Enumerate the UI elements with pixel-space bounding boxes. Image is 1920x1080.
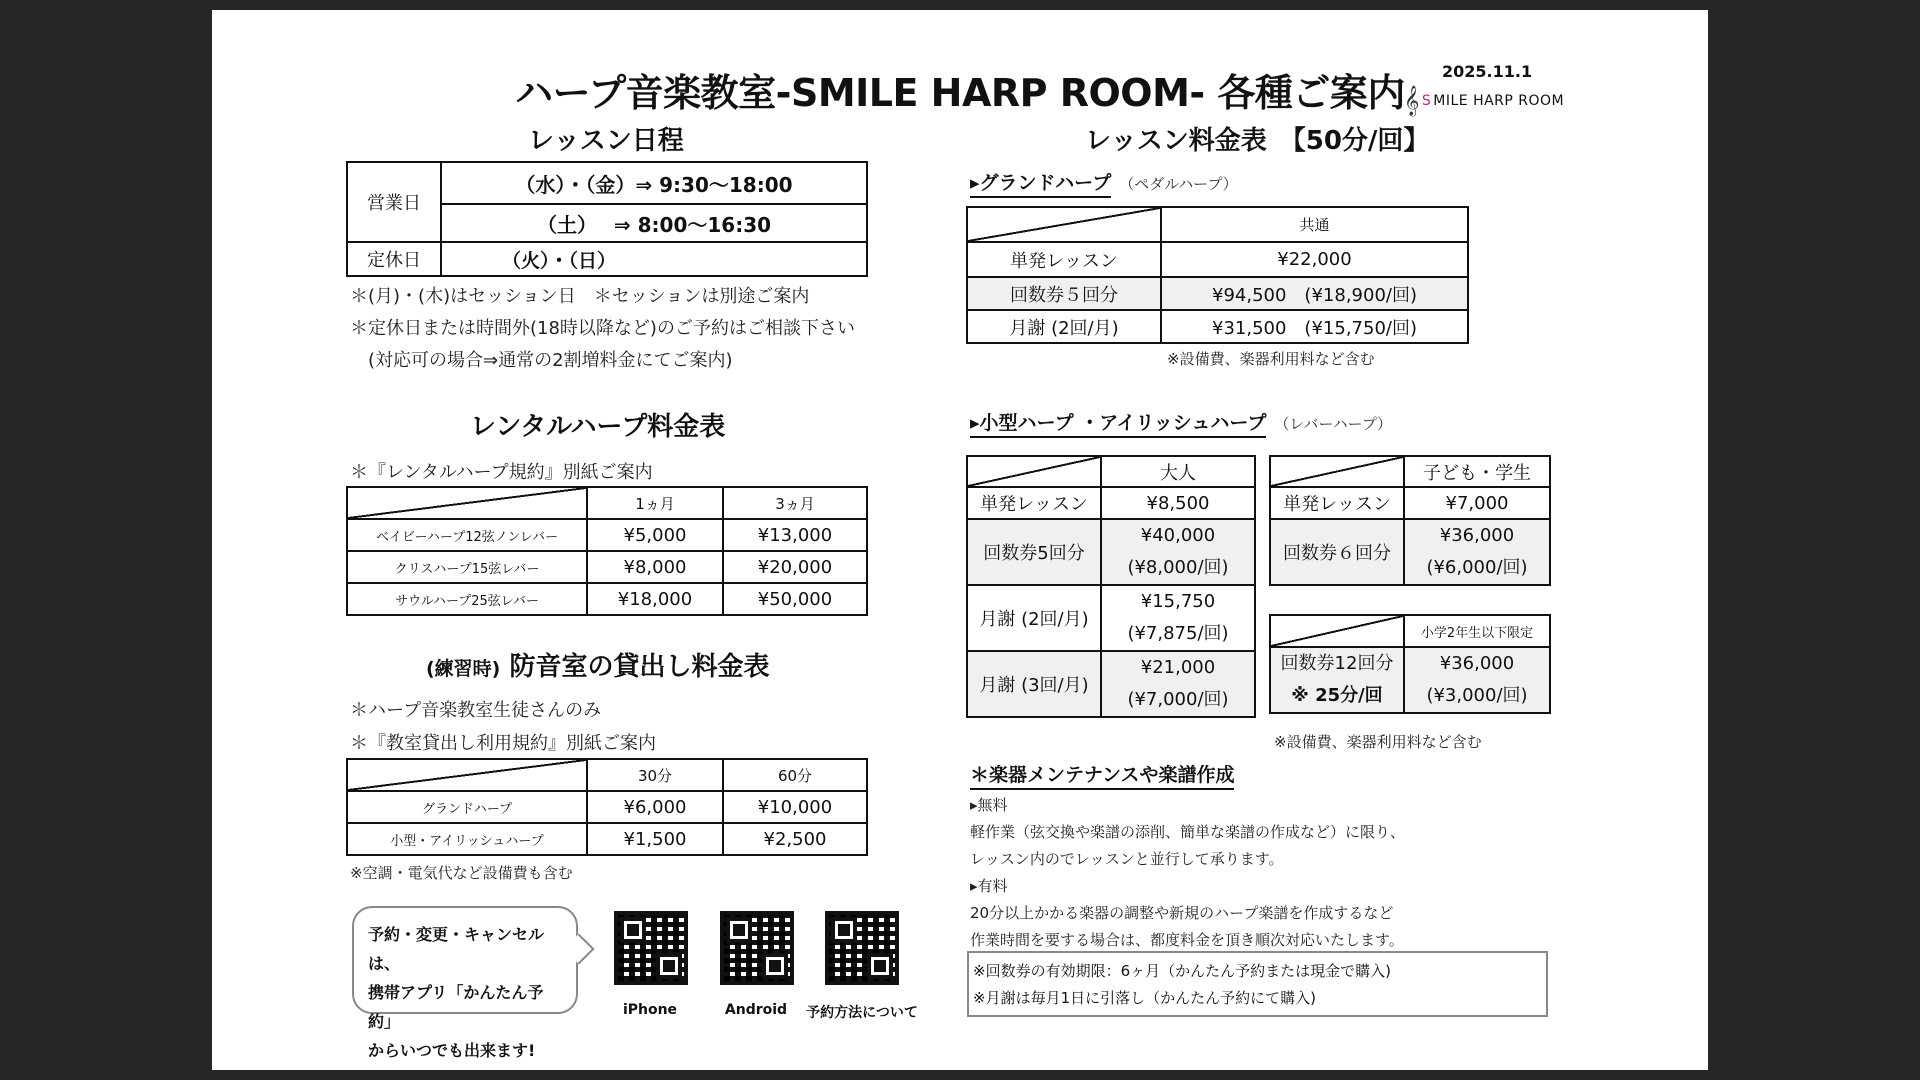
page-title: ハープ音楽教室-SMILE HARP ROOM- 各種ご案内 (515, 71, 1405, 115)
room-heading (426, 646, 769, 683)
closed-days-value: （火）・（日） (441, 242, 867, 276)
schedule-table (346, 161, 868, 277)
room-heading-text: 防音室の貸出し料金表 (509, 652, 770, 682)
grand-harp-sub: （ペダルハープ） (1119, 175, 1238, 193)
table-row (347, 242, 867, 276)
grand-harp-title: ▸グランドハープ (970, 172, 1111, 198)
table-corner (347, 487, 587, 519)
room-item: グランドハープ (347, 791, 587, 823)
booking-line: 予約・変更・キャンセルは、 (368, 925, 545, 973)
logo-text: MILE HARP ROOM (1433, 93, 1565, 109)
booking-bubble (352, 906, 578, 1060)
rental-heading: レンタルハープ料金表 (470, 412, 726, 442)
fee-label (1270, 647, 1404, 713)
price-cell: ¥20,000 (723, 551, 867, 583)
fee-value: ¥31,500 (¥15,750/回) (1161, 310, 1468, 343)
fee-value: ¥94,500 (¥18,900/回) (1161, 277, 1468, 310)
open-days-label: 営業日 (347, 162, 441, 242)
fee-value (1404, 647, 1550, 713)
table-row (1270, 519, 1550, 585)
price-cell: ¥18,000 (587, 583, 723, 615)
table-row (967, 585, 1255, 651)
grand-fee-table (966, 206, 1469, 344)
table-row (347, 823, 867, 855)
fee-total: ¥36,000 (1439, 525, 1515, 546)
room-footnote: ※空調・電気代など設備費も含む (350, 864, 573, 882)
table-row (1270, 647, 1550, 713)
table-row (967, 242, 1468, 277)
fee-label: 単発レッスン (967, 242, 1161, 277)
price-cell: ¥50,000 (723, 583, 867, 615)
price-cell: ¥13,000 (723, 519, 867, 551)
maintenance-line: ▸無料 (970, 796, 1008, 814)
qr-code-icon[interactable] (720, 911, 794, 985)
table-row (1270, 615, 1550, 647)
table-row (347, 551, 867, 583)
small-harp-heading (970, 408, 1392, 435)
column-header: 3ヵ月 (723, 487, 867, 519)
table-row (347, 583, 867, 615)
schedule-note: ＊(月)・(木)はセッション日 ＊セッションは別途ご案内 (350, 286, 810, 307)
price-cell: ¥8,000 (587, 551, 723, 583)
maintenance-line: 軽作業（弦交換や楽譜の添削、簡単な楽譜の作成など）に限り、 (970, 823, 1406, 841)
column-header: 共通 (1161, 207, 1468, 242)
maintenance-line: 作業時間を要する場合は、都度料金を頂き順次対応いたします。 (970, 931, 1404, 949)
child-fee-table (1269, 455, 1551, 586)
maintenance-line: レッスン内のでレッスンと並行して承ります。 (970, 850, 1284, 868)
treble-clef-icon: 𝄞 (1404, 86, 1420, 116)
rental-item: クリスハープ15弦レバー (347, 551, 587, 583)
column-header: 小学2年生以下限定 (1404, 615, 1550, 647)
booking-line: からいつでも出来ます! (368, 1041, 536, 1060)
rental-note: ＊『レンタルハープ規約』別紙ご案内 (350, 462, 653, 483)
column-header: 子ども・学生 (1404, 456, 1550, 487)
qr-code-icon[interactable] (614, 911, 688, 985)
fee-per-lesson: (¥7,875/回) (1127, 623, 1229, 644)
fee-total: ¥36,000 (1439, 653, 1515, 674)
price-cell: ¥1,500 (587, 823, 723, 855)
table-row (1270, 456, 1550, 487)
fee-per-lesson: (¥3,000/回) (1426, 685, 1528, 706)
schedule-row: （土） ⇒ 8:00〜16:30 (441, 204, 867, 242)
fee-label: 回数券６回分 (1270, 519, 1404, 585)
small-fee-note: ※設備費、楽器利用料など含む (1274, 733, 1482, 751)
fee-label: 月謝 (3回/月) (967, 651, 1101, 717)
issue-date: 2025.11.1 (1442, 62, 1533, 81)
fee-per-lesson: (¥8,000/回) (1127, 557, 1229, 578)
fee-value (1404, 519, 1550, 585)
price-cell: ¥6,000 (587, 791, 723, 823)
table-row (347, 519, 867, 551)
fee-label-line: ※ 25分/回 (1291, 685, 1383, 706)
closed-days-label: 定休日 (347, 242, 441, 276)
column-header: 60分 (723, 759, 867, 791)
fee-value (1101, 585, 1255, 651)
column-header: 1ヵ月 (587, 487, 723, 519)
qr-code-icon[interactable] (825, 911, 899, 985)
fee-per-lesson: (¥7,000/回) (1127, 689, 1229, 710)
table-row (347, 791, 867, 823)
fee-value: ¥8,500 (1101, 487, 1255, 519)
rental-table (346, 486, 868, 616)
fee-total: ¥21,000 (1140, 657, 1216, 678)
room-item: 小型・アイリッシュハープ (347, 823, 587, 855)
validity-notes-box (967, 951, 1548, 1017)
validity-note: ※月謝は毎月1日に引落し（かんたん予約にて購入) (973, 989, 1316, 1007)
fee-value: ¥22,000 (1161, 242, 1468, 277)
column-header: 30分 (587, 759, 723, 791)
rental-item: サウルハープ25弦レバー (347, 583, 587, 615)
logo-initial: S (1421, 93, 1432, 109)
fee-total: ¥40,000 (1140, 525, 1216, 546)
fees-heading: レッスン料金表 【50分/回】 (1085, 126, 1430, 156)
schedule-row: （水）・（金）⇒ 9:30〜18:00 (441, 162, 867, 204)
maintenance-line: 20分以上かかる楽器の調整や新規のハープ楽譜を作成するなど (970, 904, 1394, 922)
table-row (347, 759, 867, 791)
fee-label-line: 回数券12回分 (1280, 653, 1394, 674)
table-corner (967, 207, 1161, 242)
table-corner (1270, 615, 1404, 647)
fee-value (1101, 651, 1255, 717)
fee-label: 月謝 (2回/月) (967, 310, 1161, 343)
room-note: ＊ハープ音楽教室生徒さんのみ (350, 700, 602, 721)
room-heading-prefix: (練習時) (426, 658, 501, 680)
table-row (967, 310, 1468, 343)
young-child-fee-table (1269, 614, 1551, 714)
room-table (346, 758, 868, 856)
table-row (347, 162, 867, 204)
maintenance-line: ▸有料 (970, 877, 1008, 895)
fee-value: ¥7,000 (1404, 487, 1550, 519)
grand-fee-note: ※設備費、楽器利用料など含む (1167, 350, 1375, 368)
grand-harp-heading (970, 168, 1238, 195)
table-row (347, 487, 867, 519)
price-cell: ¥10,000 (723, 791, 867, 823)
price-cell: ¥2,500 (723, 823, 867, 855)
table-row (967, 207, 1468, 242)
booking-line: 携帯アプリ「かんたん予約」 (368, 983, 544, 1031)
rental-item: ベイビーハープ12弦ノンレバー (347, 519, 587, 551)
document-page (212, 10, 1708, 1070)
table-row (967, 277, 1468, 310)
small-harp-title: ▸小型ハープ ・アイリッシュハープ (970, 412, 1266, 438)
fee-label: 月謝 (2回/月) (967, 585, 1101, 651)
table-row (967, 456, 1255, 487)
table-corner (1270, 456, 1404, 487)
fee-label: 回数券5回分 (967, 519, 1101, 585)
small-harp-sub: （レバーハープ） (1274, 415, 1393, 433)
qr-label: iPhone (622, 1002, 678, 1018)
fee-label: 単発レッスン (967, 487, 1101, 519)
fee-label: 単発レッスン (1270, 487, 1404, 519)
column-header: 大人 (1101, 456, 1255, 487)
validity-note: ※回数券の有効期限：6ヶ月（かんたん予約または現金で購入) (973, 962, 1391, 980)
table-row (967, 651, 1255, 717)
adult-fee-table (966, 455, 1256, 718)
qr-label: 予約方法について (806, 1005, 918, 1021)
fee-value (1101, 519, 1255, 585)
fee-per-lesson: (¥6,000/回) (1426, 557, 1528, 578)
table-row (967, 487, 1255, 519)
schedule-heading: レッスン日程 (528, 126, 684, 156)
room-note: ＊『教室貸出し利用規約』別紙ご案内 (350, 733, 656, 754)
table-corner (967, 456, 1101, 487)
table-row (967, 519, 1255, 585)
qr-label: Android (724, 1002, 788, 1018)
maintenance-title: ＊楽器メンテナンスや楽譜作成 (970, 764, 1234, 790)
fee-label: 回数券５回分 (967, 277, 1161, 310)
table-row (1270, 487, 1550, 519)
fee-total: ¥15,750 (1140, 591, 1216, 612)
schedule-note: (対応可の場合⇒通常の2割増料金にてご案内) (350, 350, 733, 371)
price-cell: ¥5,000 (587, 519, 723, 551)
maintenance-heading (970, 760, 1234, 787)
logo (1404, 88, 1564, 114)
table-corner (347, 759, 587, 791)
schedule-note: ＊定休日または時間外(18時以降など)のご予約はご相談下さい (350, 318, 855, 339)
